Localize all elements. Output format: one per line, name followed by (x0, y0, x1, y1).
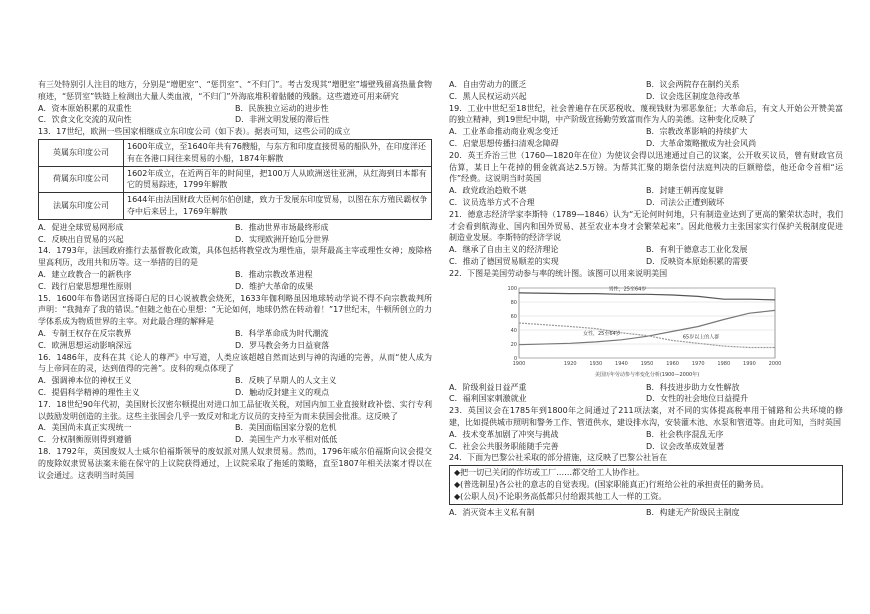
x-tick-label: 1920 (563, 360, 577, 367)
option-b[interactable]: B．推动宗教改革进程 (235, 269, 313, 279)
x-tick-label: 1950 (640, 360, 654, 367)
left-column (38, 79, 432, 481)
series-label: 女性，25至64岁 (583, 330, 621, 337)
measure-item: ◆(公职人员)不论职务高低都只付给跟其他工人一样的工资。 (454, 491, 667, 501)
option-d[interactable]: D．司法公正遭到破坏 (646, 197, 725, 207)
option-a[interactable]: A．促进全球贸易网形成 (38, 222, 124, 232)
option-b[interactable]: B．有利于德意志工业化发展 (646, 245, 748, 255)
option-a[interactable]: A．工业革命推动商业观念变迁 (449, 127, 559, 137)
x-tick-label: 1930 (589, 360, 603, 367)
series-label: 65岁以上的人群 (682, 334, 720, 341)
option-a[interactable]: A．强调神本位的神权王义 (38, 376, 132, 386)
table-row (39, 166, 432, 193)
option-c[interactable]: C．推动了德国贸易顺差的实现 (449, 256, 559, 266)
option-c[interactable]: C．启蒙思想传播扫清观念障碍 (449, 138, 559, 148)
x-tick-label: 1940 (615, 360, 628, 367)
question-21-options (449, 244, 843, 268)
x-tick-label: 1970 (691, 360, 705, 367)
option-c[interactable]: C．欧洲思想运动影响深远 (38, 340, 132, 350)
option-c[interactable]: C．提倡科学精神的理性主义 (38, 387, 140, 397)
question-13-options (38, 222, 432, 246)
option-c[interactable]: C．社会公共服务职能随手完善 (449, 441, 559, 451)
option-d[interactable]: D．罗马教会务力日益衰落 (235, 340, 330, 350)
question-20-stem: 20．英王乔治三世（1760—1820年在位）为使议会得以迅速通过自己的议案，公开收买议员，曾有财政官员估算，某日上午花掉的佣金就高达2.5万镑。为帮其汇聚的期条偿付法庭判决的巨额赔偿，他还命令首相“运作”经费。这说明当时英国 (449, 150, 843, 184)
option-d[interactable]: D．反映资本原始积累的需要 (646, 256, 749, 266)
option-a[interactable]: A．专制王权存在反宗教界 (38, 328, 132, 338)
company-name: 法属东印度公司 (39, 193, 124, 220)
option-a[interactable]: A．建立政教合一的新秩序 (38, 269, 132, 279)
company-desc: 1644年由法国财政大臣柯尔伯创建，致力于发展东印度贸易，以图在东方殖民霸权争夺中后来居上，1769年解散 (124, 193, 432, 220)
option-d[interactable]: D．议会选区制度急待改革 (646, 91, 741, 101)
question-17-options (38, 422, 432, 446)
option-b[interactable]: B．民族独立运动的进步性 (235, 103, 329, 113)
table-row (39, 139, 432, 166)
option-a[interactable]: A．资本原始积累的双重性 (38, 103, 132, 113)
question-23-options (449, 429, 843, 453)
option-a[interactable]: A．政党政治趋败不堪 (449, 186, 527, 196)
option-d[interactable]: D．议会改革成效显著 (646, 441, 725, 451)
option-b[interactable]: B．封建王朝再度复辟 (646, 186, 724, 196)
option-c[interactable]: C．践行启蒙思想理性原则 (38, 281, 132, 291)
company-desc: 1602年成立，在近两百年的时间里，把100万人从欧洲送往亚洲，从红海到日本都有它的贸易踪迹，1799年解散 (124, 166, 432, 193)
y-tick-label: 60 (510, 313, 517, 320)
option-d[interactable]: D．维护大革命的成果 (235, 281, 314, 291)
question-12-tail: 有三处特别引人注目的地方，分别是“增肥室”、“惩罚室”、“不归门”。考古发现其“增肥室”墙壁残留高热量食物痕迹，“惩罚室”铁链上检测出大量人类血液，“不归门”外海底堆积着骷髅的残骸。这些遗迹可用来研究 (38, 80, 432, 101)
question-12-options (38, 103, 432, 127)
option-a[interactable]: A．阶级利益日益严重 (449, 382, 527, 392)
x-tick-label: 1980 (717, 360, 731, 367)
table-row (39, 193, 432, 220)
option-d[interactable]: D．美国生产力水平相对低低 (235, 435, 338, 445)
series-label: 男性，25至64岁 (608, 285, 647, 292)
chart-svg (497, 282, 781, 380)
option-d[interactable]: D．触动反封建主义的观点 (235, 387, 330, 397)
option-c[interactable]: C．黑人民权运动兴起 (449, 91, 527, 101)
option-b[interactable]: B．议会两院存在制约关系 (646, 80, 740, 89)
question-16-stem: 16．1486年，皮科在其《论人的尊严》中写道，人类应该超越自然而达到与神的沟通的完善，从而“使人成为与上帝同在的灵，达到值得的完善”。皮科的观点体现了 (38, 352, 432, 374)
option-b[interactable]: B．社会秩序混乱无序 (646, 429, 724, 439)
option-b[interactable]: B．科学革命成为时代潮流 (235, 328, 329, 338)
question-15-options (38, 328, 432, 352)
measure-item: ◆(普选制星)各公社的意志的自觉表现。(国家职能真正)行班给公社的承担责任的勤务员。 (454, 479, 769, 489)
measure-item: ◆把一切已关闭的作坊或工厂……都交给工人协作社。 (454, 468, 645, 478)
option-b[interactable]: B．宗教改革影响的持续扩大 (646, 127, 748, 137)
question-24-options (449, 507, 843, 519)
question-14-options (38, 269, 432, 293)
question-23-stem: 23．英国议会在1785年到1800年之间通过了211项法案，对不同的实体提高税率用于铺路和公共环境的修建，比如提供城市照明和警务工作、管道供水，建设排水沟，安装灌木池、水泵和管道等。由此可知，当时英国 (449, 406, 843, 427)
option-c[interactable]: C．福利国家刺激就业 (449, 394, 527, 404)
option-b[interactable]: B．推动世界市场最终形成 (235, 222, 329, 232)
option-a[interactable]: A．消灭资本主义私有制 (449, 507, 535, 517)
y-tick-label: 80 (510, 299, 517, 306)
option-c[interactable]: C．反映出自贸易的兴起 (38, 234, 124, 244)
question-20-options (449, 185, 843, 209)
option-a[interactable]: A．继承了自由主义的经济理论 (449, 245, 559, 255)
option-b[interactable]: B．构建无产阶级民主制度 (646, 507, 740, 517)
question-13-stem: 13．17世纪，欧洲一些国家相继成立东印度公司（如下表）。据表可知，这些公司的成立 (38, 127, 351, 137)
right-column (449, 79, 843, 518)
option-b[interactable]: B．美国面临国家分裂的危机 (235, 423, 337, 433)
question-15-stem: 15．1600年布鲁诺因宣扬哥白尼的日心说被教会烧死，1633年伽利略虽因地球转动学说不得不向宗教裁判所声明：“我抛弃了我的错误。”但随之他在心里想：“无论如何，地球仍然在转动着！”17世纪末，牛顿所创立的力学体系成为物质世界的主宰。对此最合理的解释是 (38, 293, 432, 327)
plot-area (519, 288, 775, 358)
company-desc: 1600年成立，至1640年共有76艘船，与东方和印度直接贸易的船队外，在印度洋还有在各港口间往来贸易的小船，1874年解散 (124, 139, 432, 166)
option-d[interactable]: D．非洲文明发展的滞后性 (235, 115, 330, 125)
y-tick-label: 40 (510, 327, 517, 334)
option-c[interactable]: C．饮食文化交流的双向性 (38, 115, 132, 125)
company-name: 荷属东印度公司 (39, 166, 124, 193)
y-tick-label: 100 (507, 285, 517, 292)
y-tick-label: 0 (513, 355, 517, 362)
option-c[interactable]: C．分权制衡原则得到遵循 (38, 435, 132, 445)
question-14-stem: 14．1793年，法国政府推行去基督教化政策，具体包括将教堂改为理性庙，崇拜最高主宰或理性女神；废除格里高利历，改用共和历等。这一举措的目的是 (38, 246, 432, 268)
company-name: 英属东印度公司 (39, 139, 124, 166)
question-22-stem: 22．下图是美国劳动参与率的统计图。该图可以用来说明美国 (449, 268, 668, 278)
question-18-options (449, 79, 843, 103)
x-tick-label: 1900 (512, 360, 526, 367)
question-16-options (38, 375, 432, 399)
option-a[interactable]: A．自由劳动力的匮乏 (449, 80, 527, 89)
option-d[interactable]: D．大革命策略撤成为社会风尚 (646, 138, 757, 148)
question-17-stem: 17．18世纪90年代初，美国财长汉密尔顿提出对进口加工品征收关税，对国内加工业直接财政补偿、实行专利以鼓励发明创造的主张。这些主张国会几乎一致反对和北方议员的支持至为而未获国会批准。这反映了 (38, 399, 432, 421)
labor-participation-chart (497, 282, 781, 380)
chart-title: 美国历年劳动参与率变化分析(1900—2000年) (594, 371, 700, 378)
option-a[interactable]: A．美国尚未真正实现统一 (38, 423, 132, 433)
paris-commune-measures-box (449, 465, 843, 504)
y-tick-label: 20 (510, 341, 517, 348)
option-d[interactable]: D．实现欧洲开始瓜分世界 (235, 234, 330, 244)
question-19-stem: 19．工业中世纪至18世纪，社会普遍存在厌恶税收、蔑视钱财为邪恶象征；大革命后，有文人开始公开赞美富的独立精神，到19世纪中期，中产阶级宣扬勤劳致富而作为人的美德。这种变化反映了 (449, 103, 843, 125)
question-18-stem: 18．1792年，英国废奴人士威尔伯福斯领导的废奴派对黑人奴隶贸易。然而，1796年威尔伯福斯向议会提交的废除奴隶贸易法案未能在保守的上议院获得通过，上议院采取了拖延的策略，直至1807年相关法案才得以在议会通过。这表明当时英国 (38, 446, 432, 480)
question-21-stem: 21．德意志经济学家李斯特（1789—1846）认为“无论何时何地，只有制造业达到了更高的繁荣状态时，我们才会看到航海业、国内和国外贸易、甚至农业本身才会繁荣起来”。因此他极力主张国家实行保护关税制度促进制造业发展。李斯特的经济学说 (449, 209, 843, 243)
x-tick-label: 2000 (768, 360, 781, 367)
east-india-companies-table (38, 139, 432, 220)
question-19-options (449, 126, 843, 150)
x-tick-label: 1990 (743, 360, 756, 367)
option-c[interactable]: C．议员选举方式不合理 (449, 197, 535, 207)
option-d[interactable]: D．女性的社会地位日益提升 (646, 394, 749, 404)
option-b[interactable]: B．科技进步助力女性解放 (646, 382, 740, 392)
question-22-options (449, 382, 843, 406)
option-a[interactable]: A．技术变革加剧了冲突与挑战 (449, 429, 559, 439)
option-b[interactable]: B．反映了早期人的人文主义 (235, 376, 337, 386)
x-tick-label: 1960 (666, 360, 679, 367)
question-24-stem: 24．下面为巴黎公社采取的部分措施，这反映了巴黎公社旨在 (449, 453, 668, 463)
